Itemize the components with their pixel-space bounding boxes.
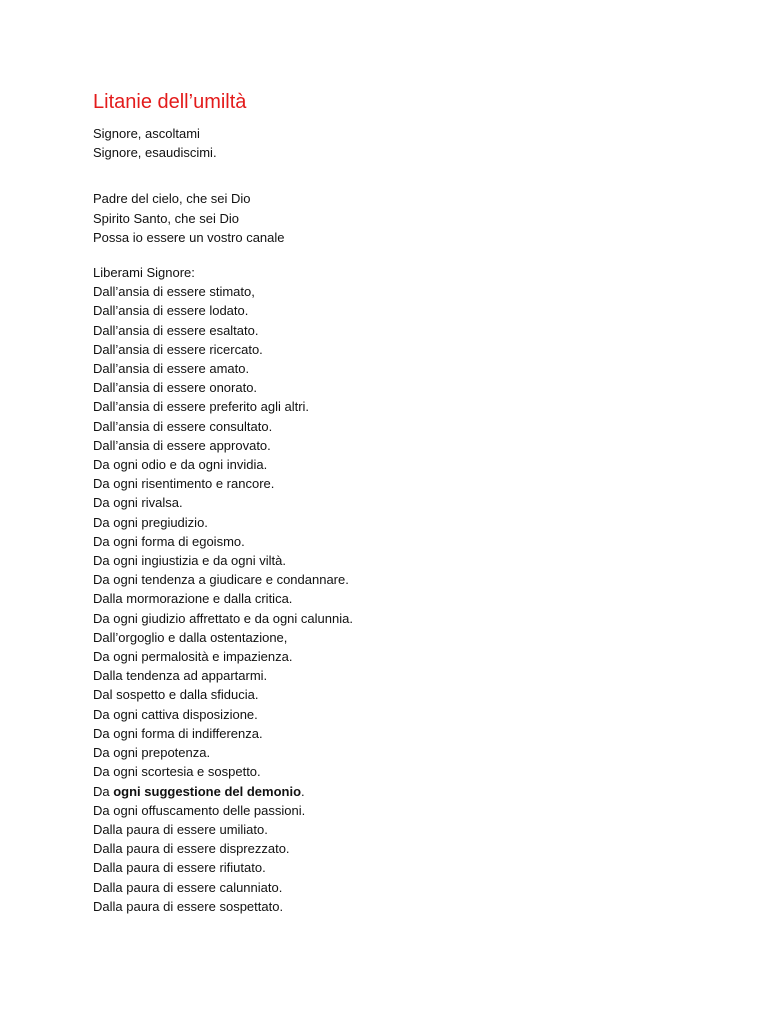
litany-heading: Liberami Signore: (93, 265, 195, 281)
litany-line: Dall’ansia di essere lodato. (93, 303, 249, 319)
litany-line: Dall’ansia di essere consultato. (93, 418, 273, 434)
document-page (93, 88, 733, 916)
bold-text: ogni suggestione del demonio (113, 783, 302, 799)
litany-line: Dall’ansia di essere approvato. (93, 437, 271, 453)
litany-line: Da ogni forma di indifferenza. (93, 725, 263, 741)
document-title: Litanie dell’umiltà (93, 91, 247, 113)
litany-line: Dall’ansia di essere esaltato. (93, 322, 259, 338)
litany-list (93, 282, 733, 781)
litany-line: Da ogni offuscamento delle passioni. (93, 802, 306, 818)
bold-suffix: . (301, 783, 305, 799)
litany-line: Dalla paura di essere sospettato. (93, 898, 284, 914)
litany-line: Da ogni pregiudizio. (93, 514, 208, 530)
litany-line: Dall’ansia di essere amato. (93, 361, 250, 377)
intro-line: Signore, ascoltami (93, 126, 200, 141)
litany-line: Dall’ansia di essere stimato, (93, 284, 255, 300)
litany-line: Dall’ansia di essere onorato. (93, 380, 258, 396)
litany-line: Dall’ansia di essere preferito agli altri. (93, 399, 310, 415)
bold-prefix: Da (93, 783, 114, 799)
litany-line: Dalla tendenza ad appartarmi. (93, 668, 268, 684)
litany-line: Dall’ansia di essere ricercato. (93, 341, 263, 357)
litany-line: Dal sospetto e dalla sfiducia. (93, 687, 259, 703)
litany-line: Dalla paura di essere calunniato. (93, 879, 283, 895)
litany-line: Da ogni permalosità e impazienza. (93, 649, 293, 665)
litany-line: Da ogni scortesia e sospetto. (93, 764, 261, 780)
litany-line: Dalla paura di essere rifiutato. (93, 860, 266, 876)
litany-block (93, 263, 733, 916)
invocations-block (93, 189, 733, 247)
litany-line: Da ogni prepotenza. (93, 745, 211, 761)
litany-line: Dalla paura di essere umiliato. (93, 821, 268, 837)
litany-line: Da ogni cattiva disposizione. (93, 706, 258, 722)
litany-tail-list (93, 801, 733, 916)
litany-line: Da ogni giudizio affrettato e da ogni calunnia. (93, 610, 353, 626)
litany-line-bold (93, 782, 733, 801)
invocation-line: Spirito Santo, che sei Dio (93, 210, 239, 226)
litany-line: Da ogni odio e da ogni invidia. (93, 457, 268, 473)
spacer (93, 162, 733, 189)
spacer (93, 247, 733, 263)
litany-line: Da ogni risentimento e rancore. (93, 476, 275, 492)
litany-line: Da ogni rivalsa. (93, 495, 183, 511)
litany-line: Da ogni ingiustizia e da ogni viltà. (93, 553, 286, 569)
intro-line: Signore, esaudiscimi. (93, 145, 217, 161)
litany-line: Dalla paura di essere disprezzato. (93, 841, 290, 857)
litany-line: Dalla mormorazione e dalla critica. (93, 591, 293, 607)
invocation-line: Possa io essere un vostro canale (93, 229, 285, 245)
litany-line: Da ogni forma di egoismo. (93, 533, 245, 549)
intro-block (93, 124, 733, 162)
litany-line: Dall’orgoglio e dalla ostentazione, (93, 629, 288, 645)
litany-line: Da ogni tendenza a giudicare e condannare. (93, 572, 349, 588)
invocation-line: Padre del cielo, che sei Dio (93, 191, 251, 207)
